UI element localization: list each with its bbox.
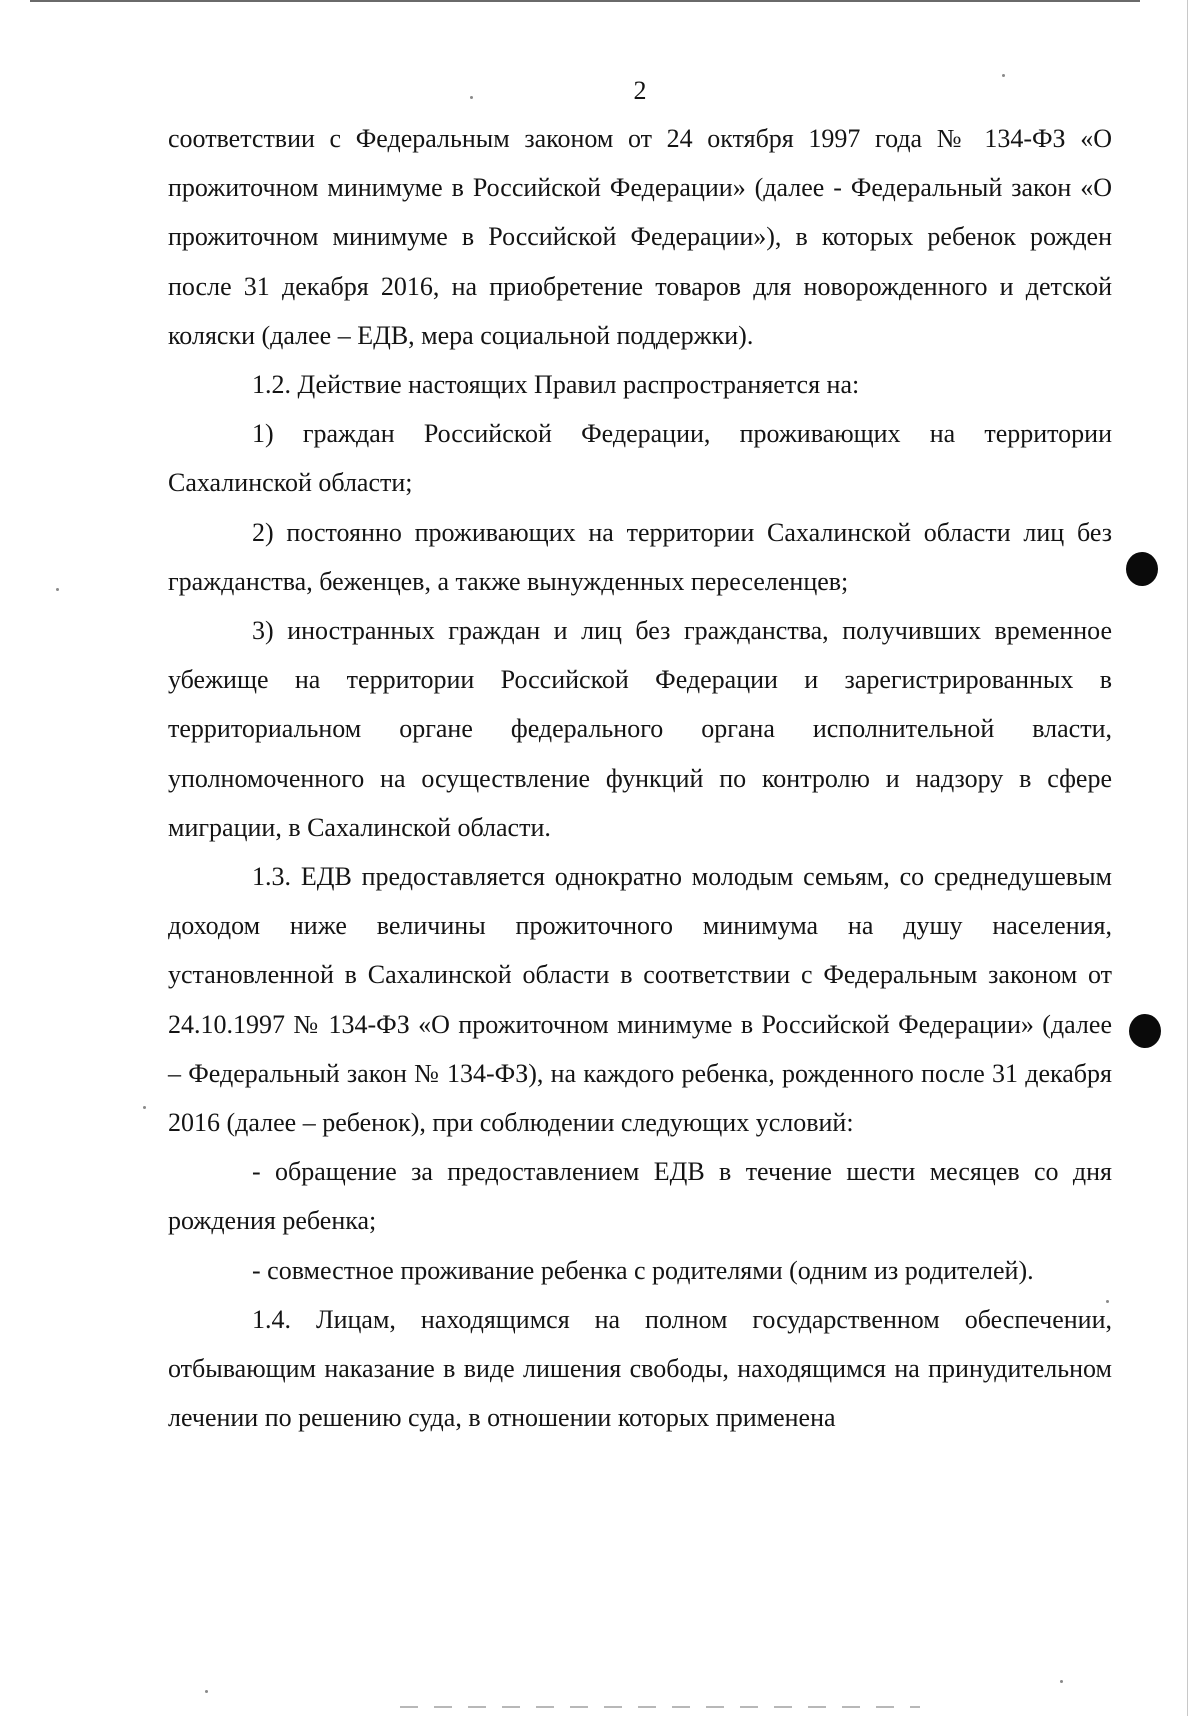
- condition-item-2: - совместное проживание ребенка с родителями (одним из родителей).: [252, 1255, 1034, 1285]
- top-border-line: [30, 0, 1140, 2]
- list-item-1: 1) граждан Российской Федерации, проживающих на территории Сахалинской области;: [168, 419, 1112, 498]
- page-number: 2: [633, 76, 647, 105]
- scan-speck: [1106, 1300, 1109, 1303]
- scan-edge-line: [1187, 0, 1188, 1716]
- list-item-3: 3) иностранных граждан и лиц без гражданства, получивших временное убежище на территории Российской Федерации и зарегистрированных в территориальном органе федерального органа исполнительной власти, уполномоченного на осуществление функций по контролю и надзору в сфере миграции, в Сахалинской области.: [168, 616, 1112, 842]
- scan-speck: [205, 1690, 208, 1693]
- binder-hole-mark: [1129, 1014, 1161, 1048]
- bottom-edge-marks: [400, 1706, 920, 1708]
- list-item-2: 2) постоянно проживающих на территории Сахалинской области лиц без гражданства, беженцев, а также вынужденных переселенцев;: [168, 517, 1112, 596]
- binder-hole-mark: [1126, 552, 1158, 586]
- paragraph-1-2: 1.2. Действие настоящих Правил распространяется на:: [252, 370, 860, 400]
- paragraph-continuation: соответствии с Федеральным законом от 24 октября 1997 года № 134-ФЗ «О прожиточном минимуме в Российской Федерации» (далее - Федеральный закон «О прожиточном минимуме в Российской Федерации»), в которых ребенок рожден после 31 декабря 2016, на приобретение товаров для новорожденного и детской коляски (далее – ЕДВ, мера социальной поддержки).: [168, 124, 1112, 350]
- condition-item-1: - обращение за предоставлением ЕДВ в течение шести месяцев со дня рождения ребенка;: [168, 1157, 1112, 1236]
- paragraph-1-3: 1.3. ЕДВ предоставляется однократно молодым семьям, со среднедушевым доходом ниже величины прожиточного минимума на душу населения, установленной в Сахалинской области в соответствии с Федеральным законом от 24.10.1997 № 134-ФЗ «О прожиточном минимуме в Российской Федерации» (далее – Федеральный закон № 134-ФЗ), на каждого ребенка, рожденного после 31 декабря 2016 (далее – ребенок), при соблюдении следующих условий:: [168, 862, 1112, 1138]
- scan-speck: [1060, 1680, 1063, 1683]
- scan-speck: [56, 588, 59, 591]
- scan-speck: [1002, 74, 1005, 77]
- scan-speck: [470, 96, 473, 99]
- document-body: [168, 114, 1112, 1442]
- scan-speck: [143, 1106, 146, 1109]
- paragraph-1-4: 1.4. Лицам, находящимся на полном государственном обеспечении, отбывающим наказание в виде лишения свободы, находящимся на принудительном лечении по решению суда, в отношении которых применена: [168, 1304, 1112, 1433]
